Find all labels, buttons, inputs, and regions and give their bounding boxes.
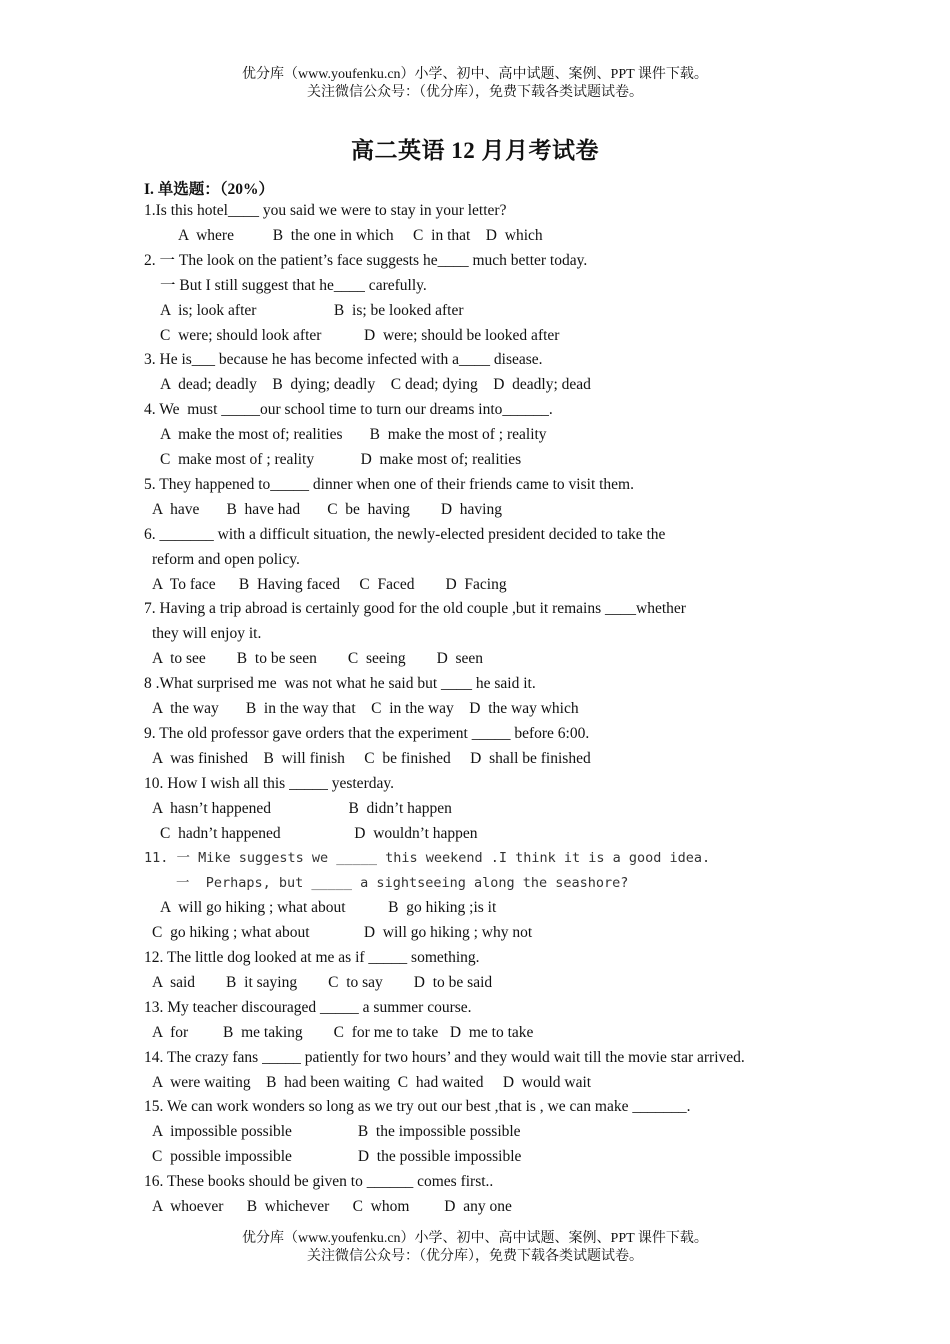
question-stem: 15. We can work wonders so long as we try out our best ,that is , we can make _______. [144, 1098, 691, 1116]
question-stem: 11. 一 Mike suggests we _____ this weekend .I think it is a good idea. [144, 850, 711, 867]
answer-options: A the way B in the way that C in the way D the way which [152, 700, 579, 717]
answer-options: C were; should look after D were; should be looked after [160, 326, 560, 344]
answer-options: A will go hiking ; what about B go hiking ;is it [160, 899, 497, 917]
page-footer [0, 1230, 950, 1266]
answer-options: C hadn’t happened D wouldn’t happen [160, 824, 478, 842]
answer-options: A have B have had C be having D having [152, 500, 502, 518]
footer-line-1: 优分库（www.youfenku.cn）小学、初中、高中试题、案例、PPT 课件下载。 [242, 1231, 708, 1246]
answer-options: A said B it saying C to say D to be said [152, 973, 493, 991]
answer-options: C make most of ; reality D make most of; realities [160, 451, 522, 468]
answer-options: they will enjoy it. [152, 625, 262, 643]
header-line-1: 优分库（www.youfenku.cn）小学、初中、高中试题、案例、PPT 课件下载。 [242, 67, 708, 82]
exam-title: 高二英语 12 月月考试卷 [351, 138, 599, 163]
question-stem: 14. The crazy fans _____ patiently for two hours’ and they would wait till the movie star arrived. [144, 1048, 745, 1066]
answer-options: A dead; deadly B dying; deadly C dead; dying D deadly; dead [160, 376, 591, 394]
answer-options: 一 But I still suggest that he____ carefully. [160, 276, 427, 294]
answer-options: C go hiking ; what about D will go hiking ; why not [152, 924, 533, 942]
answer-options: A impossible possible B the impossible possible [152, 1123, 521, 1141]
answer-options: A whoever B whichever C whom D any one [152, 1198, 512, 1215]
section-title: I. 单选题：（20%） [144, 181, 275, 198]
answer-options: A for B me taking C for me to take D me to take [152, 1023, 534, 1041]
answer-options: 一 Perhaps, but _____ a sightseeing along the seashore? [176, 875, 629, 892]
question-stem: 2. 一 The look on the patient’s face suggests he____ much better today. [144, 251, 588, 269]
answer-options: A was finished B will finish C be finished D shall be finished [152, 749, 591, 767]
answer-options: C possible impossible D the possible impossible [152, 1148, 522, 1166]
answer-options: A hasn’t happened B didn’t happen [152, 799, 452, 817]
answer-options: A to see B to be seen C seeing D seen [152, 650, 484, 668]
header-line-2: 关注微信公众号：（优分库），免费下载各类试题试卷。 [307, 85, 643, 100]
page-header [0, 66, 950, 102]
answer-options: A make the most of; realities B make the most of ; reality [160, 426, 547, 444]
question-stem: 5. They happened to_____ dinner when one of their friends came to visit them. [144, 475, 634, 493]
question-stem: 16. These books should be given to ______ comes first.. [144, 1173, 494, 1191]
answer-options: A were waiting B had been waiting C had waited D would wait [152, 1073, 592, 1091]
answer-options: A where B the one in which C in that D which [178, 226, 543, 244]
question-stem: 6. _______ with a difficult situation, the newly-elected president decided to take the [144, 525, 666, 543]
question-stem: 8 .What surprised me was not what he said but ____ he said it. [144, 675, 536, 693]
question-stem: 10. How I wish all this _____ yesterday. [144, 774, 394, 792]
answer-options: reform and open policy. [152, 550, 300, 568]
footer-line-2: 关注微信公众号：（优分库），免费下载各类试题试卷。 [307, 1249, 643, 1264]
question-stem: 7. Having a trip abroad is certainly good for the old couple ,but it remains ____whether [144, 600, 686, 618]
question-stem: 12. The little dog looked at me as if _____ something. [144, 949, 480, 966]
question-stem: 9. The old professor gave orders that the experiment _____ before 6:00. [144, 724, 590, 742]
question-stem: 4. We must _____our school time to turn our dreams into______. [144, 401, 553, 419]
question-stem: 3. He is___ because he has become infected with a____ disease. [144, 351, 543, 369]
question-stem: 1.Is this hotel____ you said we were to stay in your letter? [144, 202, 507, 219]
question-stem: 13. My teacher discouraged _____ a summer course. [144, 998, 472, 1016]
answer-options: A To face B Having faced C Faced D Facing [152, 575, 507, 593]
answer-options: A is; look after B is; be looked after [160, 301, 464, 319]
